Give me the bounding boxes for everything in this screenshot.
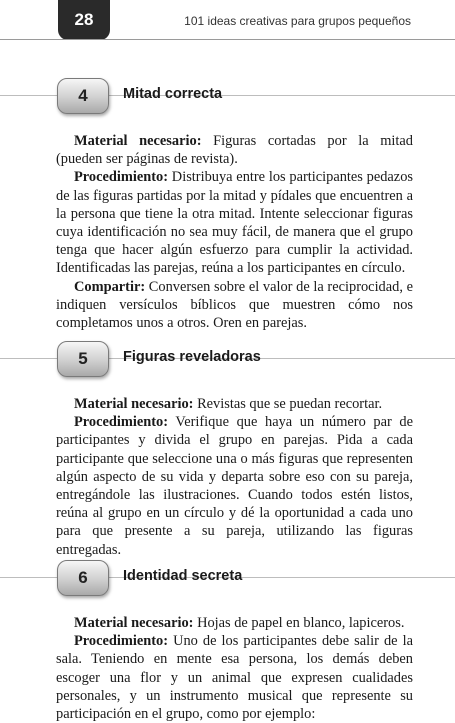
activity-body: [56, 395, 413, 559]
paragraph-material: [56, 395, 413, 413]
paragraph-procedure: [56, 413, 413, 559]
activity-number-badge: [57, 560, 109, 596]
paragraph-label: Material necesario:: [74, 615, 194, 631]
activity-body: [56, 132, 413, 332]
paragraph-label: Material necesario:: [74, 396, 194, 412]
paragraph-label: Procedimiento:: [74, 633, 169, 650]
activity-number: 5: [78, 349, 88, 368]
paragraph-share: [56, 278, 413, 333]
paragraph-text: Distribuya entre los participantes pedazos de las figuras partidas por la mitad y pídales que encuentren a la persona que tiene la otra mitad. Intente seleccionar figuras cuya identificación no sea muy fácil, de manera que el grupo tenga que hacer algún esfuerzo para cumplir la actividad. Identificadas las parejas, reúna a los participantes en círculo.: [56, 169, 413, 277]
paragraph-text: Uno de los participantes debe salir de la sala. Teniendo en mente esa persona, los demás deben escoger una flor y un animal que expresen cualidades personales, y un instrumento musical que represente su participación en el grupo, como por ejemplo:: [56, 633, 413, 723]
paragraph-procedure: [56, 632, 413, 723]
activity-title: Identidad secreta: [123, 568, 243, 584]
paragraph-text: Hojas de papel en blanco, lapiceros.: [193, 615, 405, 631]
activity-section-5: [0, 341, 455, 559]
paragraph-text: Conversen sobre el valor de la reciprocidad, e indiquen versículos bíblicos que muestren cómo nos completamos unos a otros. Oren en parejas.: [56, 278, 413, 332]
activity-title: Mitad correcta: [123, 86, 223, 102]
paragraph-text: Revistas que se puedan recortar.: [193, 396, 383, 412]
activity-section-6: [0, 560, 455, 723]
activity-number: 6: [78, 568, 88, 587]
header-rule: [0, 39, 455, 40]
activity-title: Figuras reveladoras: [123, 349, 261, 365]
paragraph-procedure: [56, 168, 413, 277]
paragraph-label: Procedimiento:: [74, 414, 169, 431]
activity-number: 4: [78, 86, 88, 105]
paragraph-material: [56, 132, 413, 168]
page-number: 28: [74, 10, 94, 29]
section-header: [0, 560, 455, 598]
paragraph-text: Figuras cortadas por la mitad (pueden ser páginas de revista).: [56, 133, 413, 168]
paragraph-label: Compartir:: [74, 278, 146, 295]
running-head: 101 ideas creativas para grupos pequeños: [184, 14, 411, 28]
paragraph-material: [56, 614, 413, 632]
activity-number-badge: [57, 341, 109, 377]
activity-section-4: [0, 78, 455, 332]
page-number-tab: [58, 0, 110, 40]
section-header: [0, 78, 455, 116]
section-header: [0, 341, 455, 379]
paragraph-text: Verifique que haya un número par de participantes y divida el grupo en parejas. Pida a cada participante que seleccione una o más figuras que representen algún aspecto de su vida y departa sobre eso con su pareja, entregándole las ilustraciones. Cuando todos estén listos, reúna al grupo en un círculo y dé la oportunidad a cada uno para que presente a su pareja, utilizando las figuras entregadas.: [56, 414, 413, 558]
paragraph-label: Material necesario:: [74, 133, 202, 149]
activity-body: [56, 614, 413, 723]
paragraph-label: Procedimiento:: [74, 169, 169, 186]
activity-number-badge: [57, 78, 109, 114]
